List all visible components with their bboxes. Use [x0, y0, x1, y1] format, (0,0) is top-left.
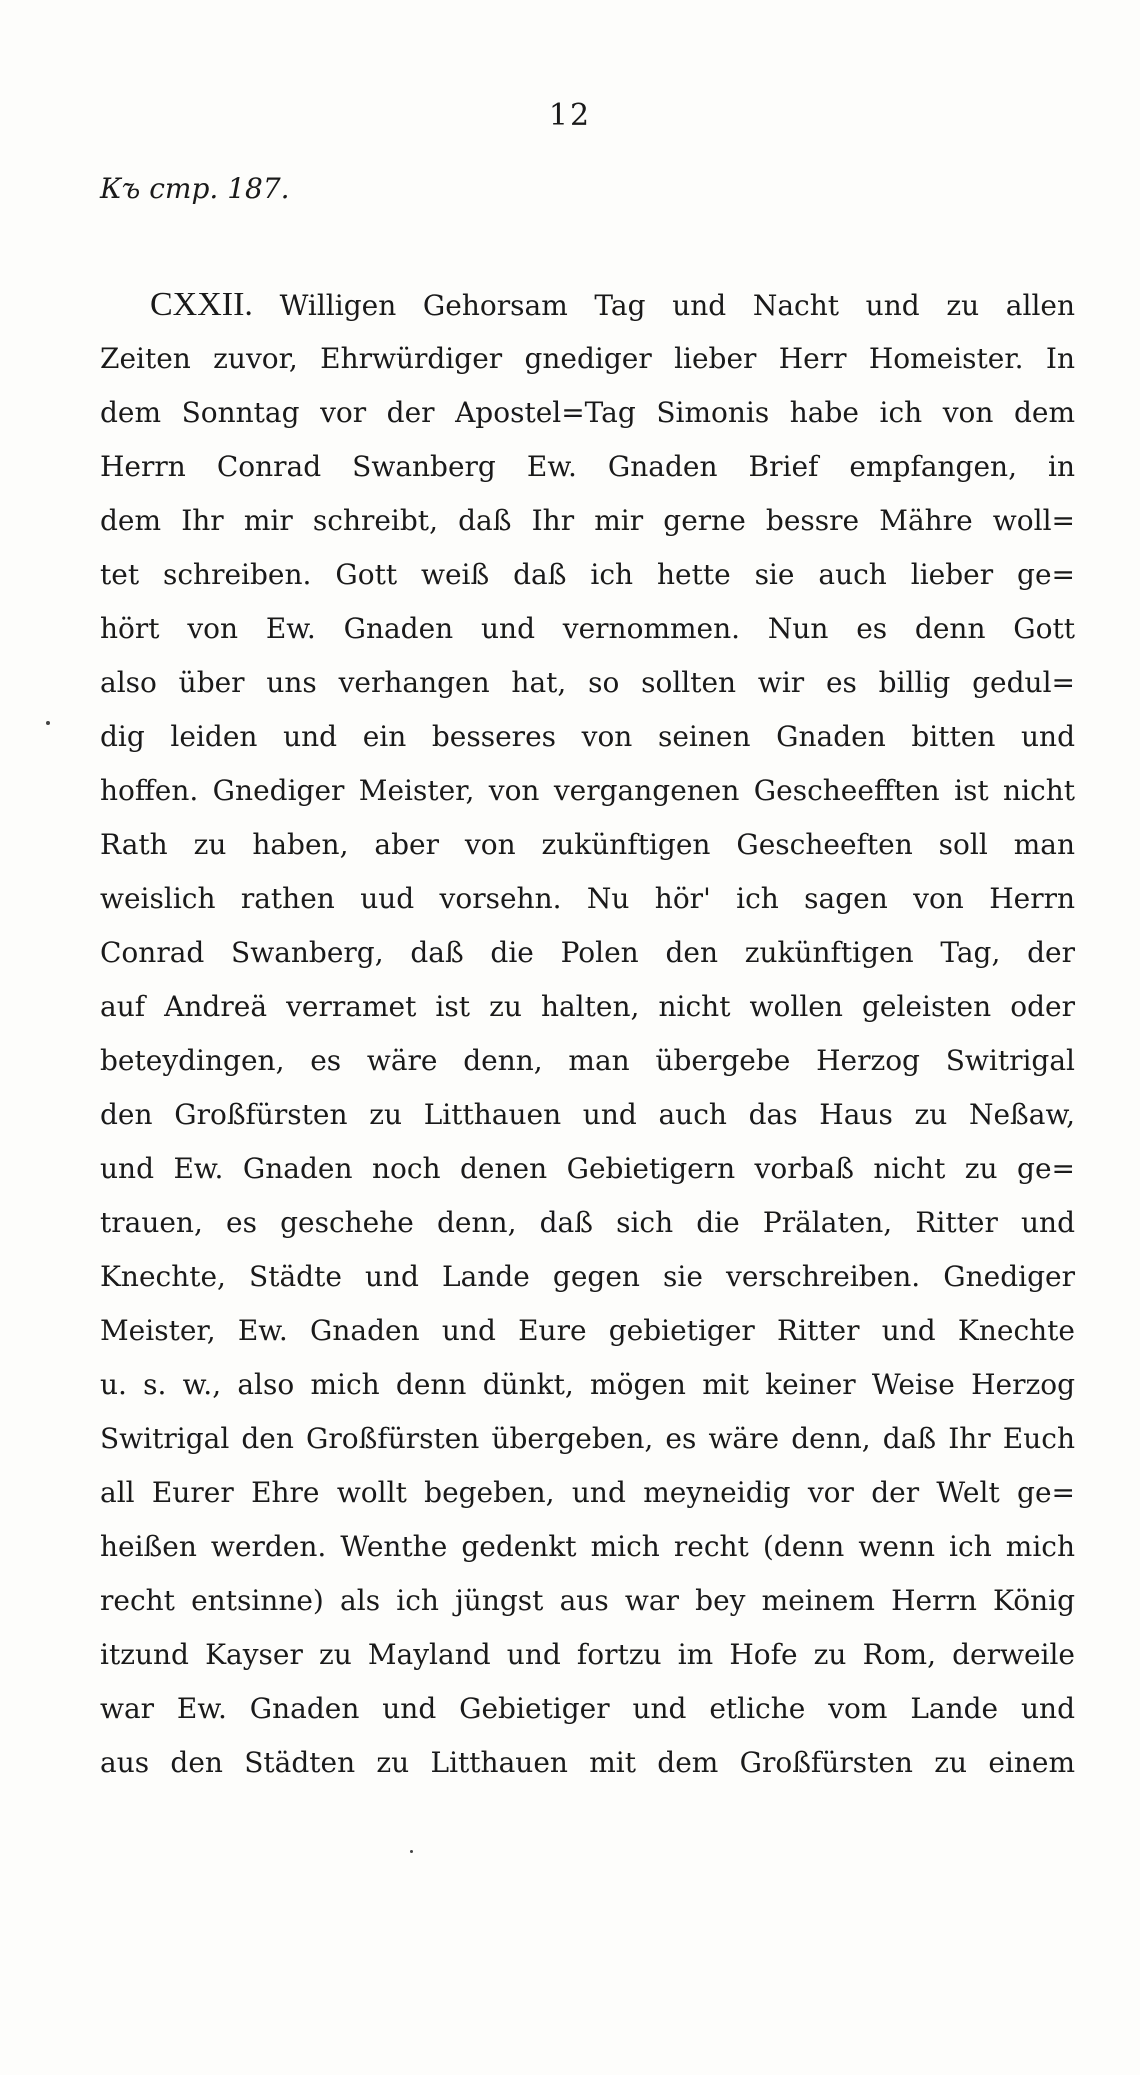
text-line: beteydingen, es wäre denn, man übergebe Herzog Switrigal: [100, 1044, 1075, 1077]
text-line: Herrn Conrad Swanberg Ew. Gnaden Brief empfangen, in: [100, 450, 1075, 483]
text-line: also über uns verhangen hat, so sollten wir es billig gedul=: [100, 666, 1075, 699]
page-number: 12: [548, 98, 592, 133]
text-line: u. s. w., also mich denn dünkt, mögen mit keiner Weise Herzog: [100, 1368, 1075, 1401]
text-line: Switrigal den Großfürsten übergeben, es wäre denn, daß Ihr Euch: [100, 1422, 1075, 1455]
text-line: trauen, es geschehe denn, daß sich die Prälaten, Ritter und: [100, 1206, 1075, 1239]
text-line: Conrad Swanberg, daß die Polen den zukünftigen Tag, der: [100, 936, 1075, 969]
text-line: war Ew. Gnaden und Gebietiger und etliche vom Lande und: [100, 1692, 1075, 1725]
text-line: heißen werden. Wenthe gedenkt mich recht (denn wenn ich mich: [100, 1530, 1075, 1563]
text-line: Rath zu haben, aber von zukünftigen Gescheeften soll man: [100, 828, 1075, 861]
text-line: dem Ihr mir schreibt, daß Ihr mir gerne bessre Mähre woll=: [100, 504, 1075, 537]
text-line: Meister, Ew. Gnaden und Eure gebietiger Ritter und Knechte: [100, 1314, 1075, 1347]
text-line: und Ew. Gnaden noch denen Gebietigern vorbaß nicht zu ge=: [100, 1152, 1075, 1185]
text-line: all Eurer Ehre wollt begeben, und meyneidig vor der Welt ge=: [100, 1476, 1075, 1509]
text-line: [100, 278, 1075, 332]
text-line: dig leiden und ein besseres von seinen Gnaden bitten und: [100, 720, 1075, 753]
text-line: hört von Ew. Gnaden und vernommen. Nun es denn Gott: [100, 612, 1075, 645]
text-line: den Großfürsten zu Litthauen und auch das Haus zu Neßaw,: [100, 1098, 1075, 1131]
text-line: itzund Kayser zu Mayland und fortzu im Hofe zu Rom, derweile: [100, 1638, 1075, 1671]
text-line: Knechte, Städte und Lande gegen sie verschreiben. Gnediger: [100, 1260, 1075, 1293]
text-line: recht entsinne) als ich jüngst aus war bey meinem Herrn König: [100, 1584, 1075, 1617]
text-line: dem Sonntag vor der Apostel=Tag Simonis habe ich von dem: [100, 396, 1075, 429]
text-line: aus den Städten zu Litthauen mit dem Großfürsten zu einem: [100, 1746, 1075, 1779]
text-line: hoffen. Gnediger Meister, von vergangenen Gescheefften ist nicht: [100, 774, 1075, 807]
body-text: [100, 278, 1075, 1790]
text-line: auf Andreä verramet ist zu halten, nicht wollen geleisten oder: [100, 990, 1075, 1023]
text-line: weislich rathen uud vorsehn. Nu hör' ich sagen von Herrn: [100, 882, 1075, 915]
ink-speck: [46, 721, 50, 725]
text-line: tet schreiben. Gott weiß daß ich hette sie auch lieber ge=: [100, 558, 1075, 591]
text-line: Zeiten zuvor, Ehrwürdiger gnediger lieber Herr Homeister. In: [100, 342, 1075, 375]
section-numeral: CXXII.: [150, 286, 253, 323]
text-line-content: Willigen Gehorsam Tag und Nacht und zu allen: [279, 289, 1075, 322]
page-reference: Къ стр. 187.: [100, 172, 290, 205]
ink-speck: [410, 1850, 413, 1853]
